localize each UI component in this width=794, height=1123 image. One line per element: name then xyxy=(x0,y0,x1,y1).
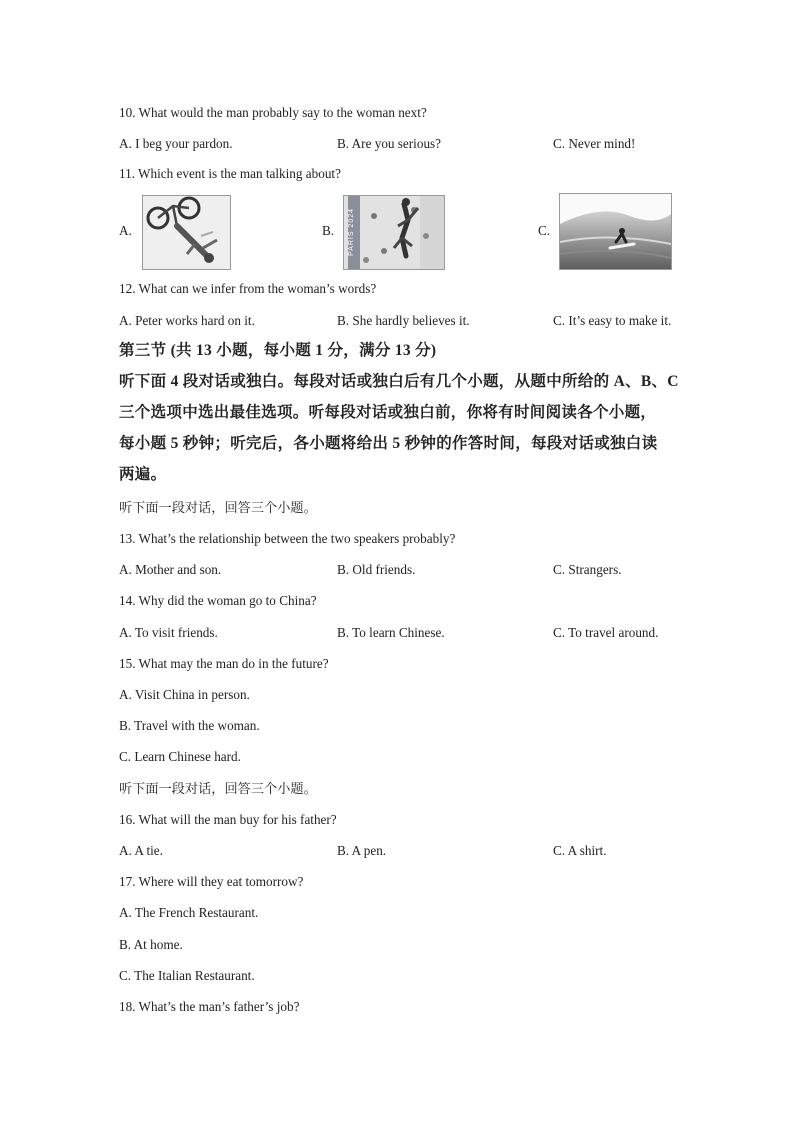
question-16: 16. What will the man buy for his father? xyxy=(119,812,337,827)
dialog-intro-2: 听下面一段对话，回答三个小题。 xyxy=(119,781,317,796)
option-10b: B. Are you serious? xyxy=(337,136,442,151)
option-10c: C. Never mind! xyxy=(553,136,636,151)
option-14a: A. To visit friends. xyxy=(119,625,218,640)
option-17a: A. The French Restaurant. xyxy=(119,905,259,920)
section-instructions-4: 两遍。 xyxy=(119,466,167,483)
option-14b: B. To learn Chinese. xyxy=(337,625,445,640)
option-14c: C. To travel around. xyxy=(553,625,659,640)
wall-banner-text: PARIS 2024 xyxy=(348,208,355,257)
option-17c: C. The Italian Restaurant. xyxy=(119,968,255,983)
option-15b: B. Travel with the woman. xyxy=(119,718,260,733)
question-12: 12. What can we infer from the woman’s words? xyxy=(119,281,377,296)
option-13a: A. Mother and son. xyxy=(119,562,222,577)
option-16a: A. A tie. xyxy=(119,843,163,858)
question-13: 13. What’s the relationship between the two speakers probably? xyxy=(119,531,456,546)
section-instructions-3: 每小题 5 秒钟；听完后，各小题将给出 5 秒钟的作答时间，每段对话或独白读 xyxy=(119,435,658,452)
option-12c: C. It’s easy to make it. xyxy=(553,313,672,328)
option-16c: C. A shirt. xyxy=(553,843,607,858)
option-11a-label: A. xyxy=(119,223,132,238)
question-17: 17. Where will they eat tomorrow? xyxy=(119,874,304,889)
question-18: 18. What’s the man’s father’s job? xyxy=(119,999,300,1014)
option-11b-label: B. xyxy=(322,223,335,238)
option-16b: B. A pen. xyxy=(337,843,387,858)
section-heading: 第三节 (共 13 小题，每小题 1 分，满分 13 分) xyxy=(119,342,437,359)
bmx-bike-jump-photo xyxy=(142,195,231,270)
sport-climbing-photo xyxy=(343,195,445,270)
dialog-intro-1: 听下面一段对话，回答三个小题。 xyxy=(119,500,317,515)
section-instructions-1: 听下面 4 段对话或独白。每段对话或独白后有几个小题，从题中所给的 A、B、C xyxy=(119,373,679,390)
option-12b: B. She hardly believes it. xyxy=(337,313,470,328)
question-11: 11. Which event is the man talking about? xyxy=(119,166,341,181)
option-13c: C. Strangers. xyxy=(553,562,622,577)
option-15c: C. Learn Chinese hard. xyxy=(119,749,241,764)
option-12a: A. Peter works hard on it. xyxy=(119,313,255,328)
option-15a: A. Visit China in person. xyxy=(119,687,250,702)
option-10a: A. I beg your pardon. xyxy=(119,136,233,151)
section-instructions-2: 三个选项中选出最佳选项。听每段对话或独白前，你将有时间阅读各个小题， xyxy=(119,404,657,421)
option-13b: B. Old friends. xyxy=(337,562,416,577)
option-17b: B. At home. xyxy=(119,937,183,952)
question-14: 14. Why did the woman go to China? xyxy=(119,593,317,608)
option-11c-label: C. xyxy=(538,223,551,238)
question-10: 10. What would the man probably say to the woman next? xyxy=(119,105,427,120)
question-15: 15. What may the man do in the future? xyxy=(119,656,329,671)
surfing-photo xyxy=(559,193,672,270)
